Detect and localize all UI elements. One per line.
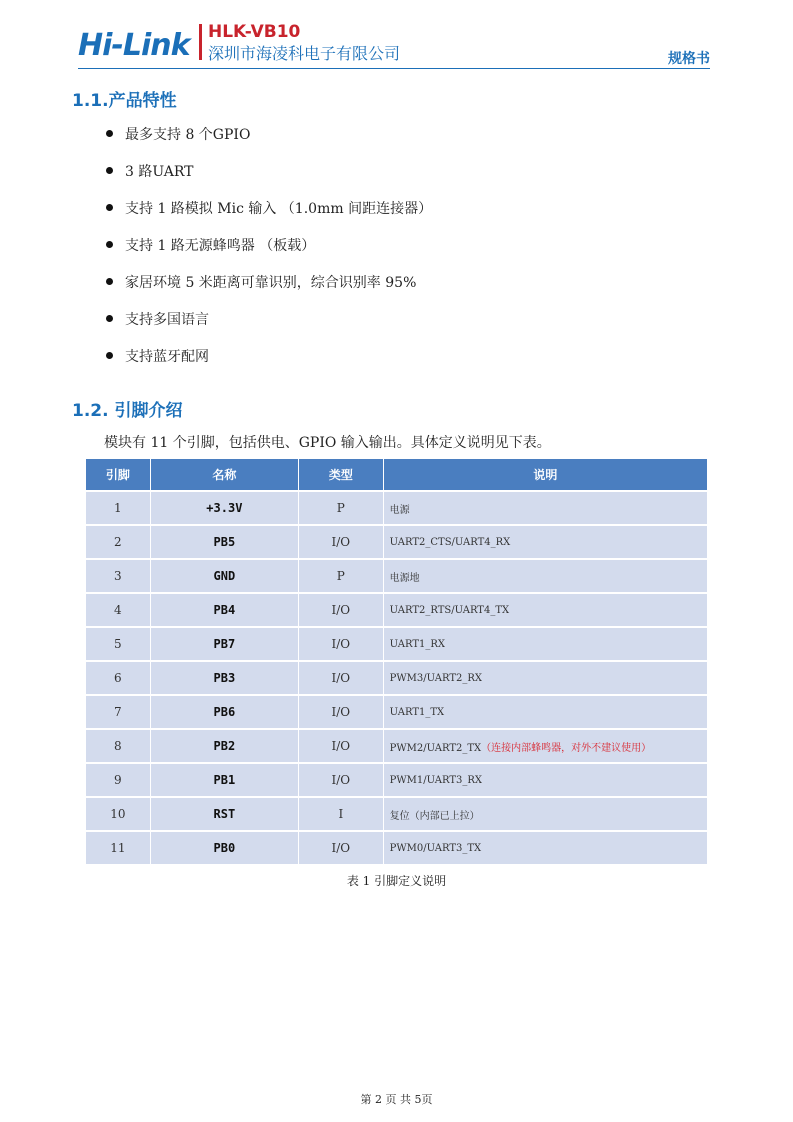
pin-description (383, 695, 707, 729)
pin-name: PB7 (150, 627, 298, 661)
pin-number: 3 (86, 559, 150, 593)
feature-item (104, 309, 432, 346)
bullet-icon (106, 130, 113, 137)
pin-description (383, 763, 707, 797)
pin-name: PB6 (150, 695, 298, 729)
pin-type: I/O (299, 695, 384, 729)
page-header (78, 22, 710, 68)
description-text: 电源 (389, 504, 410, 516)
table-row (86, 831, 707, 864)
pin-description (383, 797, 707, 831)
feature-text: 3 路UART (125, 164, 194, 180)
pin-type: I/O (299, 525, 384, 559)
description-text: PWM1/UART3_RX (389, 774, 482, 786)
pin-description (383, 593, 707, 627)
feature-text: 最多支持 8 个GPIO (125, 127, 251, 143)
pin-number: 9 (86, 763, 150, 797)
pin-type: I/O (299, 729, 384, 763)
pin-name: PB1 (150, 763, 298, 797)
feature-item (104, 272, 432, 309)
table-header-row (86, 459, 707, 491)
pin-number: 1 (86, 491, 150, 525)
table-row (86, 695, 707, 729)
description-text: PWM2/UART2_TX (389, 742, 482, 754)
pin-number: 5 (86, 627, 150, 661)
pin-name: PB5 (150, 525, 298, 559)
feature-text: 支持 1 路无源蜂鸣器 （板载） (125, 238, 316, 254)
feature-item (104, 346, 432, 383)
pin-number: 4 (86, 593, 150, 627)
company-logo: Hi-Link (78, 28, 190, 63)
pin-type: I/O (299, 763, 384, 797)
table-row (86, 559, 707, 593)
feature-item (104, 161, 432, 198)
bullet-icon (106, 204, 113, 211)
pin-name: GND (150, 559, 298, 593)
warning-note: （连接内部蜂鸣器，对外不建议使用） (481, 742, 652, 754)
pin-type: I/O (299, 661, 384, 695)
column-header-description: 说明 (383, 459, 707, 491)
table-row (86, 593, 707, 627)
description-text: PWM0/UART3_TX (389, 842, 482, 854)
pin-name: PB4 (150, 593, 298, 627)
pin-number: 7 (86, 695, 150, 729)
pin-number: 10 (86, 797, 150, 831)
pin-description (383, 831, 707, 864)
description-text: 电源地 (389, 572, 420, 584)
description-text: PWM3/UART2_RX (389, 672, 482, 684)
feature-list (104, 124, 432, 383)
pin-description (383, 559, 707, 593)
pin-type: I/O (299, 593, 384, 627)
column-header-name: 名称 (150, 459, 298, 491)
pin-name: +3.3V (150, 491, 298, 525)
bullet-icon (106, 315, 113, 322)
bullet-icon (106, 167, 113, 174)
column-header-pin: 引脚 (86, 459, 150, 491)
table-row (86, 763, 707, 797)
pin-number: 11 (86, 831, 150, 864)
pin-description (383, 525, 707, 559)
pin-description (383, 627, 707, 661)
column-header-type: 类型 (299, 459, 384, 491)
logo-divider (199, 24, 202, 60)
table-row (86, 661, 707, 695)
feature-text: 支持多国语言 (125, 312, 209, 328)
pin-number: 6 (86, 661, 150, 695)
pin-type: I/O (299, 627, 384, 661)
feature-item (104, 124, 432, 161)
bullet-icon (106, 278, 113, 285)
description-text: UART2_CTS/UART4_RX (389, 536, 511, 548)
pin-type: I (299, 797, 384, 831)
company-name: 深圳市海凌科电子有限公司 (208, 44, 401, 63)
pin-type: I/O (299, 831, 384, 864)
section-heading-pins: 1.2. 引脚介绍 (72, 401, 183, 421)
pin-type: P (299, 559, 384, 593)
table-row (86, 627, 707, 661)
pin-description (383, 729, 707, 763)
description-text: 复位（内部已上拉） (389, 810, 480, 822)
feature-text: 支持 1 路模拟 Mic 输入 （1.0mm 间距连接器） (125, 201, 433, 217)
pin-type: P (299, 491, 384, 525)
section-intro: 模块有 11 个引脚，包括供电、GPIO 输入输出。具体定义说明见下表。 (104, 435, 551, 451)
description-text: UART1_RX (389, 638, 446, 650)
table-row (86, 525, 707, 559)
pin-name: PB2 (150, 729, 298, 763)
pin-number: 2 (86, 525, 150, 559)
pin-name: RST (150, 797, 298, 831)
feature-item (104, 235, 432, 272)
bullet-icon (106, 241, 113, 248)
pin-table (86, 459, 707, 864)
pin-number: 8 (86, 729, 150, 763)
description-text: UART1_TX (389, 706, 445, 718)
page-number: 第 2 页 共 5页 (360, 1093, 433, 1106)
feature-text: 家居环境 5 米距离可靠识别，综合识别率 95% (125, 275, 417, 291)
table-row (86, 491, 707, 525)
feature-item (104, 198, 432, 235)
header-divider (78, 68, 710, 69)
bullet-icon (106, 352, 113, 359)
description-text: UART2_RTS/UART4_TX (389, 604, 510, 616)
table-row (86, 797, 707, 831)
document-type: 规格书 (668, 51, 710, 67)
table-caption: 表 1 引脚定义说明 (346, 874, 447, 888)
feature-text: 支持蓝牙配网 (125, 349, 209, 365)
table-row (86, 729, 707, 763)
pin-description (383, 491, 707, 525)
pin-name: PB0 (150, 831, 298, 864)
section-heading-features: 1.1.产品特性 (72, 91, 177, 111)
model-name: HLK-VB10 (208, 22, 301, 42)
pin-name: PB3 (150, 661, 298, 695)
pin-description (383, 661, 707, 695)
